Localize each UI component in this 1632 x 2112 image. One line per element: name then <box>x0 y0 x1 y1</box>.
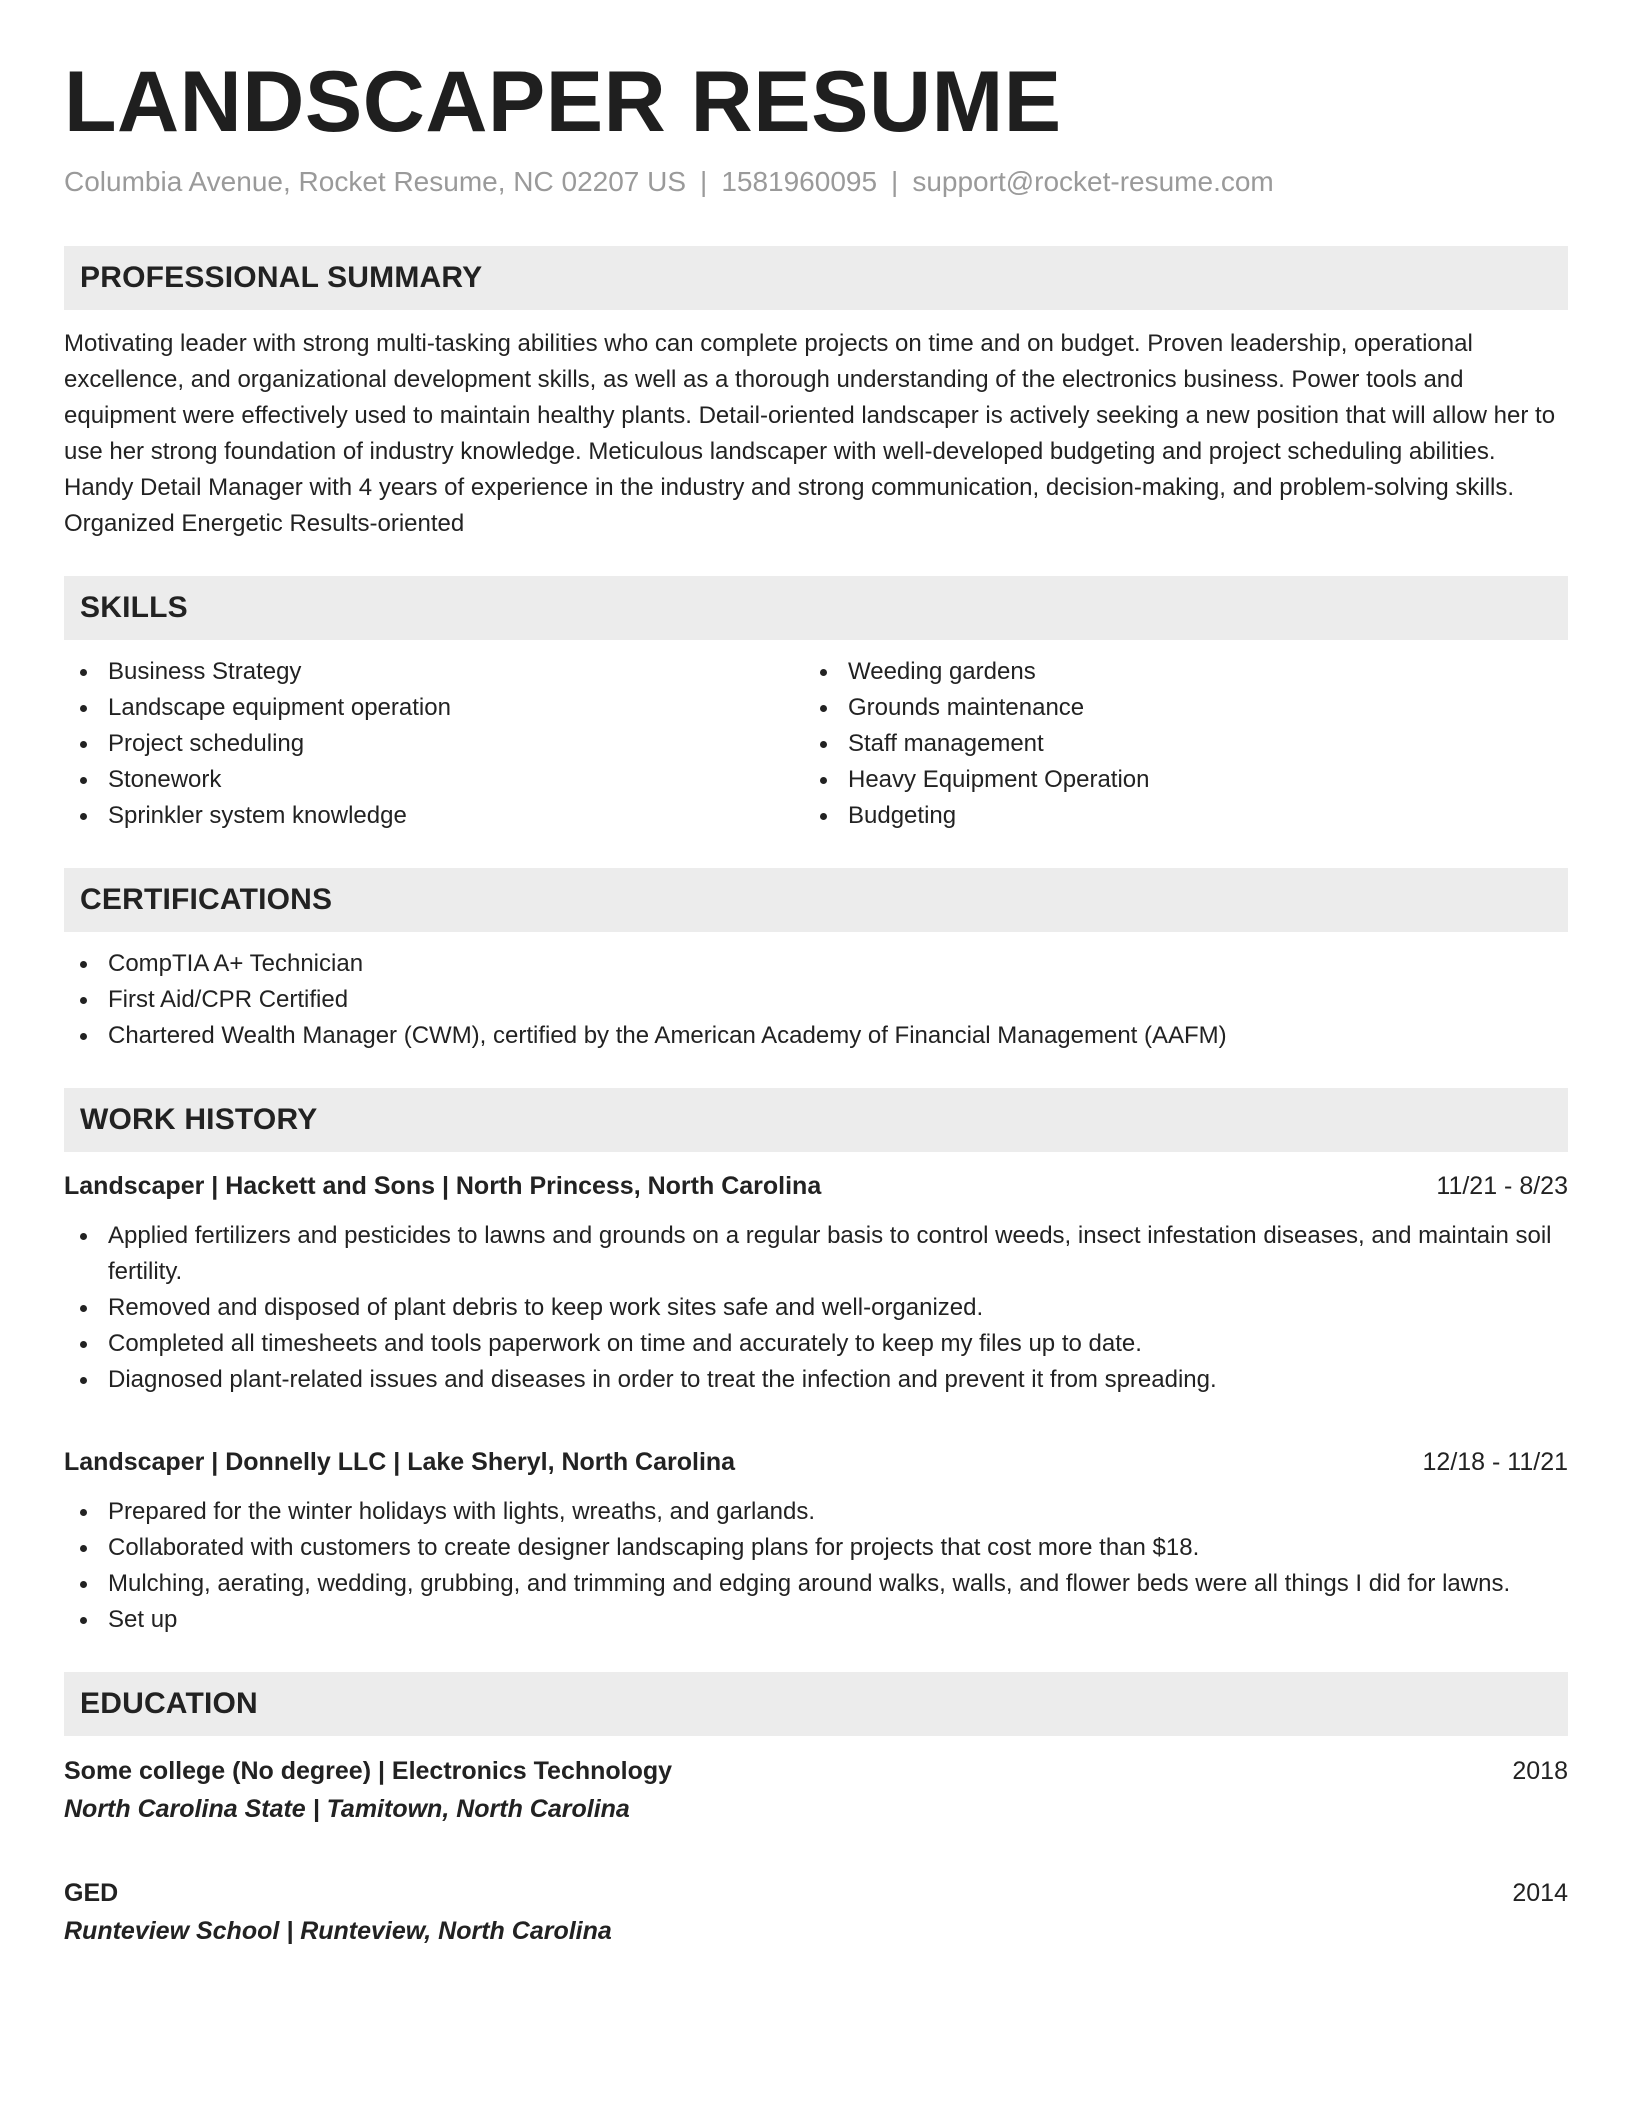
job-dates: 12/18 - 11/21 <box>1422 1448 1568 1477</box>
skill-item: Weeding gardens <box>804 654 1544 690</box>
education-degree: GED <box>64 1879 119 1908</box>
education-header <box>64 1752 1568 1790</box>
job-header <box>64 1168 1568 1204</box>
skill-item: Business Strategy <box>64 654 804 690</box>
skill-item: Budgeting <box>804 798 1544 834</box>
education-school: North Carolina State | Tamitown, North Carolina <box>64 1795 630 1824</box>
skill-item: Staff management <box>804 726 1544 762</box>
education-section <box>64 1672 1568 1950</box>
job-header <box>64 1444 1568 1480</box>
work-history-section <box>64 1088 1568 1638</box>
contact-separator: | <box>891 165 899 197</box>
skill-item: Grounds maintenance <box>804 690 1544 726</box>
section-heading: CERTIFICATIONS <box>64 868 1568 932</box>
job-entry <box>64 1168 1568 1398</box>
contact-separator: | <box>700 165 708 197</box>
skills-list-left <box>64 654 804 834</box>
education-entry <box>64 1752 1568 1828</box>
education-header <box>64 1874 1568 1912</box>
job-duties <box>64 1218 1568 1398</box>
section-heading: EDUCATION <box>64 1672 1568 1736</box>
job-duty: Diagnosed plant-related issues and diseases in order to treat the infection and prevent it from spreading. <box>64 1362 1568 1398</box>
certification-item: First Aid/CPR Certified <box>64 982 1568 1018</box>
skill-item: Heavy Equipment Operation <box>804 762 1544 798</box>
job-duty: Removed and disposed of plant debris to keep work sites safe and well-organized. <box>64 1290 1568 1326</box>
education-school: Runteview School | Runteview, North Carolina <box>64 1917 612 1946</box>
section-heading: PROFESSIONAL SUMMARY <box>64 246 1568 310</box>
certification-item: Chartered Wealth Manager (CWM), certified by the American Academy of Financial Management (AAFM) <box>64 1018 1568 1054</box>
skills-list-right <box>804 654 1544 834</box>
skills-grid <box>64 654 1568 834</box>
education-degree: Some college (No degree) | Electronics Technology <box>64 1757 673 1786</box>
job-duty: Collaborated with customers to create designer landscaping plans for projects that cost more than $18. <box>64 1530 1568 1566</box>
skill-item: Sprinkler system knowledge <box>64 798 804 834</box>
job-duty: Applied fertilizers and pesticides to lawns and grounds on a regular basis to control weeds, insect infestation diseases, and maintain soil fertility. <box>64 1218 1568 1290</box>
education-year: 2014 <box>1512 1879 1568 1908</box>
resume-title: LANDSCAPER RESUME <box>64 54 1062 150</box>
skill-item: Project scheduling <box>64 726 804 762</box>
skills-section <box>64 576 1568 834</box>
education-year: 2018 <box>1512 1757 1568 1786</box>
job-duty: Prepared for the winter holidays with lights, wreaths, and garlands. <box>64 1494 1568 1530</box>
contact-phone: 1581960095 <box>721 165 878 197</box>
section-heading: WORK HISTORY <box>64 1088 1568 1152</box>
job-entry <box>64 1444 1568 1638</box>
summary-text: Motivating leader with strong multi-tasking abilities who can complete projects on time and on budget. Proven leadership, operational excellence, and organizational development skills, as well as a thorough understanding of the electronics business. Power tools and equipment were effectively used to maintain healthy plants. Detail-oriented landscaper is actively seeking a new position that will allow her to use her strong foundation of industry knowledge. Meticulous landscaper with well-developed budgeting and project scheduling abilities. Handy Detail Manager with 4 years of experience in the industry and strong communication, decision-making, and problem-solving skills. Organized Energetic Results-oriented <box>64 330 1556 538</box>
job-duties <box>64 1494 1568 1638</box>
contact-address: Columbia Avenue, Rocket Resume, NC 02207 US <box>64 165 687 197</box>
section-heading: SKILLS <box>64 576 1568 640</box>
certifications-section <box>64 868 1568 1054</box>
certifications-list <box>64 946 1568 1054</box>
contact-line <box>64 165 1568 199</box>
job-title: Landscaper | Donnelly LLC | Lake Sheryl, North Carolina <box>64 1448 736 1477</box>
skill-item: Landscape equipment operation <box>64 690 804 726</box>
job-title: Landscaper | Hackett and Sons | North Princess, North Carolina <box>64 1172 822 1201</box>
job-duty: Set up <box>64 1602 1568 1638</box>
skill-item: Stonework <box>64 762 804 798</box>
certification-item: CompTIA A+ Technician <box>64 946 1568 982</box>
job-dates: 11/21 - 8/23 <box>1436 1172 1568 1201</box>
job-duty: Completed all timesheets and tools paperwork on time and accurately to keep my files up to date. <box>64 1326 1568 1362</box>
education-entry <box>64 1874 1568 1950</box>
summary-section <box>64 246 1568 542</box>
job-duty: Mulching, aerating, wedding, grubbing, and trimming and edging around walks, walls, and flower beds were all things I did for lawns. <box>64 1566 1568 1602</box>
contact-email: support@rocket-resume.com <box>912 165 1274 197</box>
